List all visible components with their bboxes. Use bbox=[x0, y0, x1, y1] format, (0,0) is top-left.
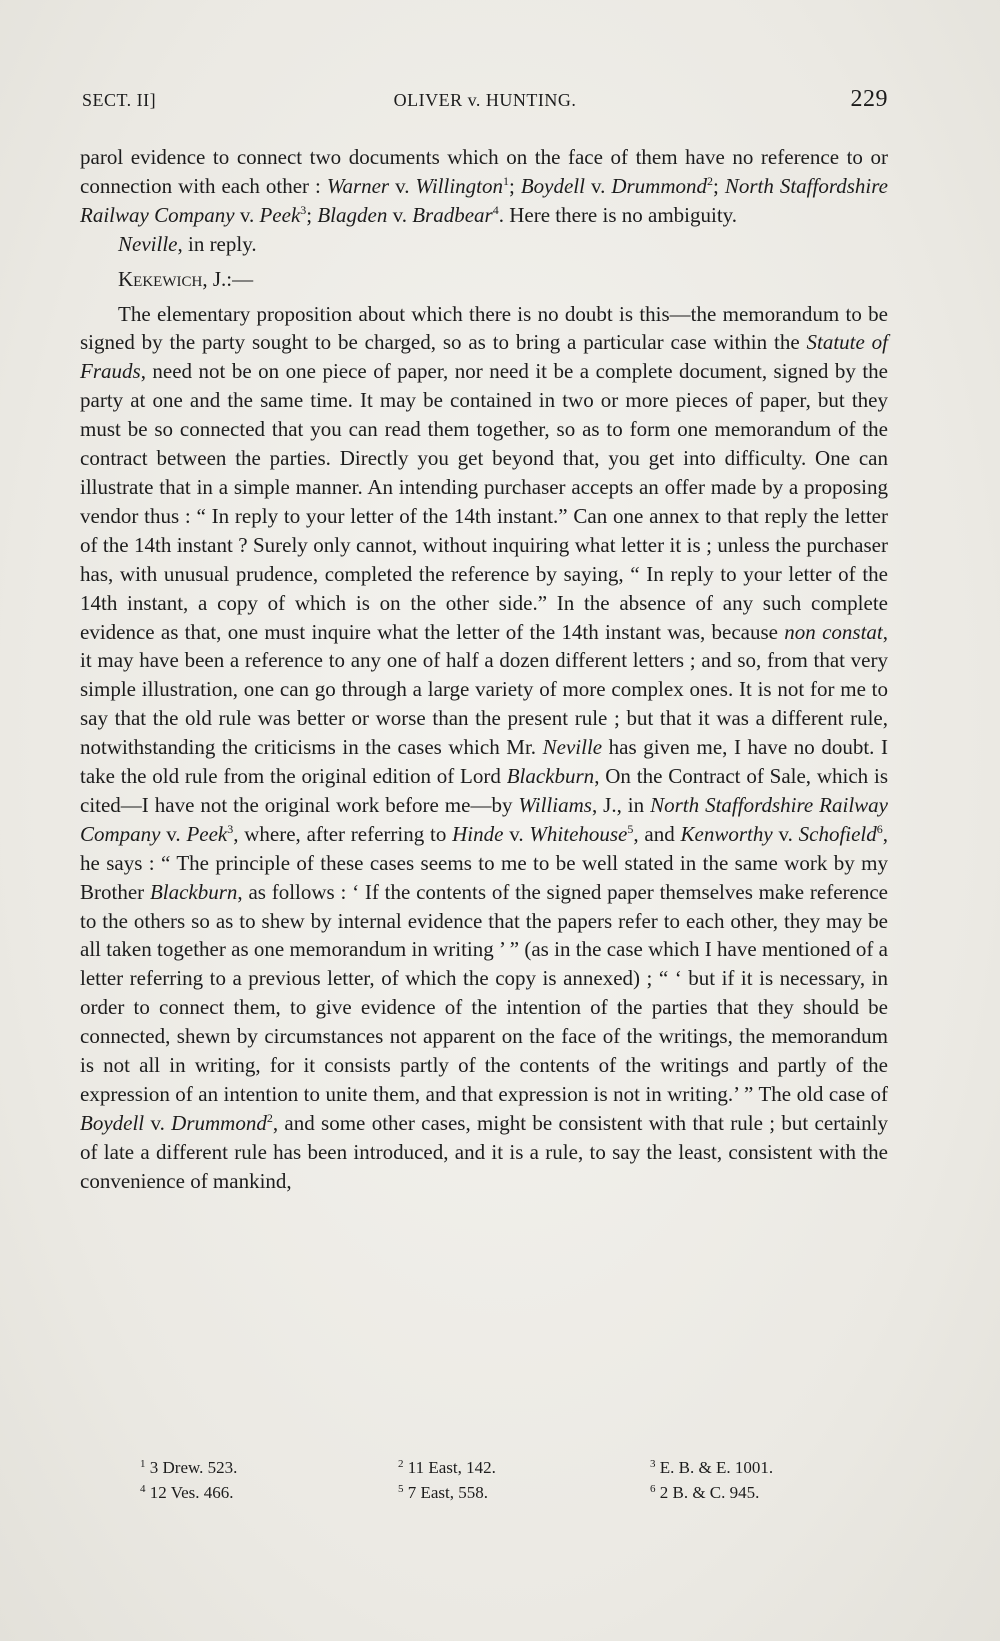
text: , need not be on one piece of paper, nor need it be a complete document, signed by the party at one and the same time. It may be contained in two or more pieces of paper, but they must be so connected that you can read them together, so as to form one memorandum of the contract between the parties. Directly you get beyond that, you get into difficulty. One can illustrate that in a simple manner. An intending purchaser accepts an offer made by a proposing vendor thus : “ In reply to your letter of the 14th instant.” Can one annex to that reply the letter of the 14th instant ? Surely only cannot, without inquiring what letter it is ; unless the purchaser has, with unusual prudence, completed the reference by saying, “ In reply to your letter of the 14th instant, a copy of which is on the other side.” In the absence of any such complete evidence as that, one must inquire what the letter of the 14th instant was, because bbox=[80, 359, 888, 644]
case-name: Drummond bbox=[171, 1110, 267, 1135]
case-name: Hinde bbox=[452, 821, 504, 846]
footnote-mark: 4 bbox=[140, 1483, 146, 1495]
case-name: Boydell bbox=[80, 1110, 145, 1135]
reply-line bbox=[80, 230, 888, 259]
text: , where, after referring to bbox=[233, 821, 453, 846]
case-name: Blagden bbox=[317, 202, 388, 227]
footnote bbox=[650, 1458, 773, 1478]
person-name: Williams bbox=[518, 792, 592, 817]
text: , it may have been a reference to any one of half a dozen different letters ; and so, from that very simple illustration, one can go through a large variety of more complex ones. It is not for me to say that the old rule was better or worse than the present rule ; but that it was a different rule, notwithstanding the criticisms in the cases which Mr. bbox=[80, 619, 888, 760]
case-name: Warner bbox=[326, 173, 390, 198]
text: The elementary proposition about which there is no doubt is this—the memorandum to be signed by the party sought to be charged, so as to bring a particular case within the bbox=[80, 301, 888, 355]
text: v. bbox=[387, 202, 413, 227]
text: ; bbox=[509, 173, 521, 198]
case-name: Kenworthy bbox=[680, 821, 773, 846]
judge-name: Kekewich bbox=[118, 266, 203, 291]
footnote-text: 2 B. & C. 945. bbox=[655, 1483, 760, 1502]
text: , and some other cases, might be consistent with that rule ; but certainly of late a different rule has been introduced, and it is a rule, to say the least, consistent with the convenience of mankind, bbox=[80, 1110, 888, 1193]
footnote-ref: 2 bbox=[707, 173, 714, 188]
case-name: North Staffordshire Railway Company bbox=[80, 792, 888, 846]
case-name: Peek bbox=[186, 821, 228, 846]
footnote-ref: 3 bbox=[300, 202, 307, 217]
text: ; bbox=[713, 173, 725, 198]
text: v. bbox=[234, 202, 260, 227]
page-number: 229 bbox=[850, 86, 888, 112]
footnote bbox=[140, 1458, 237, 1478]
person-name: Blackburn bbox=[506, 764, 595, 789]
text: v. bbox=[160, 821, 187, 846]
footnote bbox=[650, 1483, 759, 1503]
person-name: Blackburn bbox=[149, 879, 238, 904]
counsel-name: Neville bbox=[118, 231, 178, 256]
section-label: SECT. II] bbox=[82, 90, 157, 110]
footnote-text: E. B. & E. 1001. bbox=[655, 1458, 774, 1477]
statute-name: Statute of Frauds bbox=[80, 330, 888, 384]
footnote-ref: 4 bbox=[492, 202, 499, 217]
text: , he says : “ The principle of these cases seems to me to be well stated in the same work by my Brother bbox=[80, 821, 889, 904]
text: , J.:— bbox=[202, 266, 254, 291]
footnote-mark: 1 bbox=[140, 1458, 146, 1470]
footnote-ref: 1 bbox=[503, 173, 509, 188]
case-name: Bradbear bbox=[412, 202, 493, 227]
footnote-mark: 6 bbox=[650, 1483, 656, 1495]
text: has given me, I have no doubt. I take the old rule from the original edition of Lord bbox=[80, 735, 888, 789]
paragraph-continuation bbox=[80, 143, 888, 230]
footnote-ref: 6 bbox=[876, 821, 883, 836]
page-header bbox=[82, 86, 888, 120]
judgment-paragraph bbox=[80, 300, 888, 1196]
text: parol evidence to connect two documents which on the face of them have no reference to or connection with each other : bbox=[80, 145, 888, 198]
text: v. bbox=[772, 821, 799, 846]
text: v. bbox=[584, 173, 612, 198]
footnote-text: 3 Drew. 523. bbox=[145, 1458, 238, 1477]
footnote-ref: 3 bbox=[227, 821, 234, 836]
case-name: Peek bbox=[259, 202, 301, 227]
running-title: OLIVER v. HUNTING. bbox=[393, 90, 577, 110]
text: , J., in bbox=[591, 792, 651, 817]
text: v. bbox=[389, 173, 416, 198]
case-name: Drummond bbox=[611, 173, 708, 198]
case-name: Boydell bbox=[520, 173, 585, 198]
footnote bbox=[398, 1458, 496, 1478]
judge-heading bbox=[80, 265, 888, 294]
footnote-ref: 5 bbox=[627, 821, 634, 836]
text: , as follows : ‘ If the contents of the signed paper themselves make reference to the others so as to shew by internal evidence that the papers refer to each other, they may be all taken together as one memorandum in writing ’ ” (as in the case which I have mentioned of a letter referring to a previous letter, of which the copy is annexed) ; “ ‘ but if it is necessary, in order to connect them, to give evidence of the intention of the parties that they should be connected, shewn by circumstances not apparent on the face of the writings, the memorandum is not all in writing, for it consists partly of the contents of the writings and partly of the expression of an intention to unite them, and that expression is not in writing.’ ” The old case of bbox=[80, 879, 888, 1106]
footnote-mark: 2 bbox=[398, 1458, 404, 1470]
footnote-mark: 5 bbox=[398, 1483, 404, 1495]
latin-phrase: non constat bbox=[784, 619, 883, 644]
case-name: Whitehouse bbox=[529, 821, 628, 846]
text: . Here there is no ambiguity. bbox=[498, 202, 738, 227]
page-body bbox=[80, 143, 888, 1196]
case-name: North Staffordshire Railway Company bbox=[80, 173, 888, 227]
footnote bbox=[140, 1483, 234, 1503]
footnote-ref: 2 bbox=[266, 1110, 273, 1125]
footnote-mark: 3 bbox=[650, 1458, 656, 1470]
case-name: Willington bbox=[415, 173, 503, 198]
text: ; bbox=[306, 202, 318, 227]
text: v. bbox=[503, 821, 530, 846]
text: , and bbox=[633, 821, 681, 846]
text: , On the Contract of Sale, which is cited—I have not the original work before me—by bbox=[80, 764, 889, 817]
text: v. bbox=[144, 1110, 172, 1135]
footnote-text: 11 East, 142. bbox=[403, 1458, 496, 1477]
footnote bbox=[398, 1483, 488, 1503]
counsel-name: Neville bbox=[542, 735, 603, 760]
footnote-text: 12 Ves. 466. bbox=[145, 1483, 234, 1502]
footnote-text: 7 East, 558. bbox=[403, 1483, 489, 1502]
case-name: Schofield bbox=[798, 821, 877, 846]
text: , in reply. bbox=[177, 231, 257, 256]
